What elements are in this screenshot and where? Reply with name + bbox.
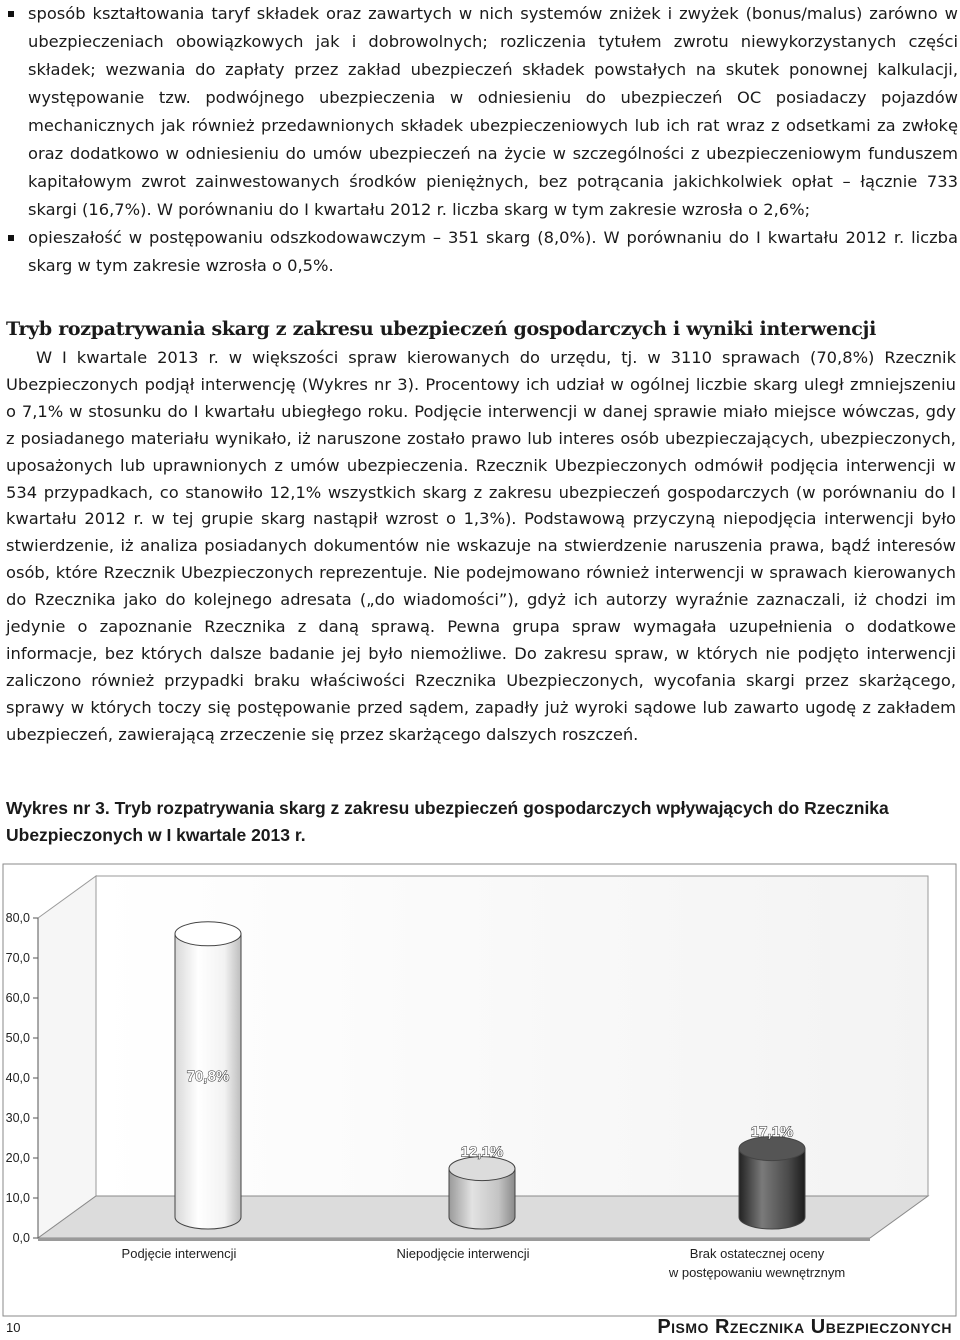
y-tick-label: 10,0 xyxy=(5,1191,30,1205)
section-heading: Tryb rozpatrywania skarg z zakresu ubezpieczeń gospodarczych i wyniki interwencji xyxy=(6,318,877,340)
y-tick-label: 70,0 xyxy=(5,951,30,965)
y-tick-label: 0,0 xyxy=(12,1231,30,1245)
bar-cylinder-top xyxy=(175,922,241,946)
bullet-item: opieszałość w postępowaniu odszkodowawczym – 351 skarg (8,0%). W porównaniu do I kwartału 2012 r. liczba skarg w tym zakresie wzrosła o 0,5%. xyxy=(8,224,958,280)
y-tick-label: 80,0 xyxy=(5,911,30,925)
section-body: W I kwartale 2013 r. w większości spraw kierowanych do urzędu, tj. w 3110 sprawach (70,8%) Rzecznik Ubezpieczonych podjął interwencję (Wykres nr 3). Procentowy ich udział w ogólnej liczbie skarg uległ zmniejszeniu o 7,1% w stosunku do I kwartału ubiegłego roku. Podjęcie interwencji w danej sprawie miało miejsce wówczas, gdy z posiadanego materiału wynikało, iż naruszone zostało prawo lub interes osób ubezpieczających, ubezpieczonych, uposażonych lub uprawnionych z umów ubezpieczenia. Rzecznik Ubezpieczonych odmówił podjęcia interwencji w 534 przypadkach, co stanowiło 12,1% wszystkich skarg z zakresu ubezpieczeń gospodarczych (w porównaniu do I kwartału 2012 r. w tej grupie skarg nastąpił wzrost o 1,3%). Podstawową przyczyną niepodjęcia interwencji było stwierdzenie, iż analiza posiadanych dokumentów nie wskazuje na stwierdzenie naruszenia prawa, bądź interesów osób, które Rzecznik Ubezpieczonych reprezentuje. Nie podejmowano również interwencji w sprawach kierowanych do Rzecznika jako do kolejnego adresata („do wiadomości”), gdyż ich autorzy wyraźnie zaznaczali, iż chodzi im jedynie o zapoznanie Rzecznika z daną sprawą. Pewna grupa spraw wymagała uzupełnienia o dodatkowe informacje, bez których dalsze badanie jej było niemożliwe. Do zakresu spraw, w których nie podjęto interwencji zaliczono również przypadki braku właściwości Rzecznika Ubezpieczonych, wycofania skargi przez skarżącego, sprawy w których toczy się postępowanie przed sądem, zapadły już wyroki sądowe lub zawarto ugodę z zakładem ubezpieczeń, zawierającą zrzeczenie się przez skarżącego dalszych roszczeń. xyxy=(6,348,956,744)
page-number: 10 xyxy=(6,1320,21,1335)
cylinder-bar-chart xyxy=(0,862,960,1320)
chart-side-wall xyxy=(38,876,96,1238)
bar-data-label: 70,8% xyxy=(186,1068,230,1086)
bullet-item: sposób kształtowania taryf składek oraz zawartych w nich systemów zniżek i zwyżek (bonus/malus) zarówno w ubezpieczeniach obowiązkowych jak i dobrowolnych; rozliczenia tytułem zwrotu niewykorzystanych części składek; wezwania do zapłaty przez zakład ubezpieczeń składek powstałych na skutek ponownej kalkulacji, występowanie tzw. podwójnego ubezpieczenia w odniesieniu do ubezpieczeń OC posiadaczy pojazdów mechanicznych jak również przedawnionych składek ubezpieczeniowych lub ich rat wraz z odsetkami za zwłokę oraz dodatkowo w odniesieniu do umów ubezpieczeń na życie w szczególności z ubezpieczeniowym funduszem kapitałowym zwrot zainwestowanych środków pieniężnych, bez potrącania jakichkolwiek opłat – łącznie 733 skargi (16,7%). W porównaniu do I kwartału 2012 r. liczba skarg w tym zakresie wzrosła o 2,6%; xyxy=(8,0,958,224)
y-tick-label: 50,0 xyxy=(5,1031,30,1045)
x-category-label: Brak ostatecznej oceny xyxy=(689,1246,825,1261)
bar-data-label: 17,1% xyxy=(750,1123,794,1141)
y-tick-label: 40,0 xyxy=(5,1071,30,1085)
bar-data-label: 12,1% xyxy=(460,1143,504,1161)
publication-title: Pismo Rzecznika Ubezpieczonych xyxy=(657,1316,952,1338)
chart-floor-edge xyxy=(38,1238,870,1241)
y-tick-label: 20,0 xyxy=(5,1151,30,1165)
x-category-label: Niepodjęcie interwencji xyxy=(396,1246,530,1261)
x-category-label: Podjęcie interwencji xyxy=(121,1246,237,1261)
y-tick-label: 30,0 xyxy=(5,1111,30,1125)
figure-caption: Wykres nr 3. Tryb rozpatrywania skarg z zakresu ubezpieczeń gospodarczych wpływających do Rzecznika Ubezpieczonych w I kwartale 2013 r. xyxy=(6,798,889,845)
x-category-label: w postępowaniu wewnętrznym xyxy=(668,1265,846,1280)
y-tick-label: 60,0 xyxy=(5,991,30,1005)
bullet-list xyxy=(8,0,958,280)
